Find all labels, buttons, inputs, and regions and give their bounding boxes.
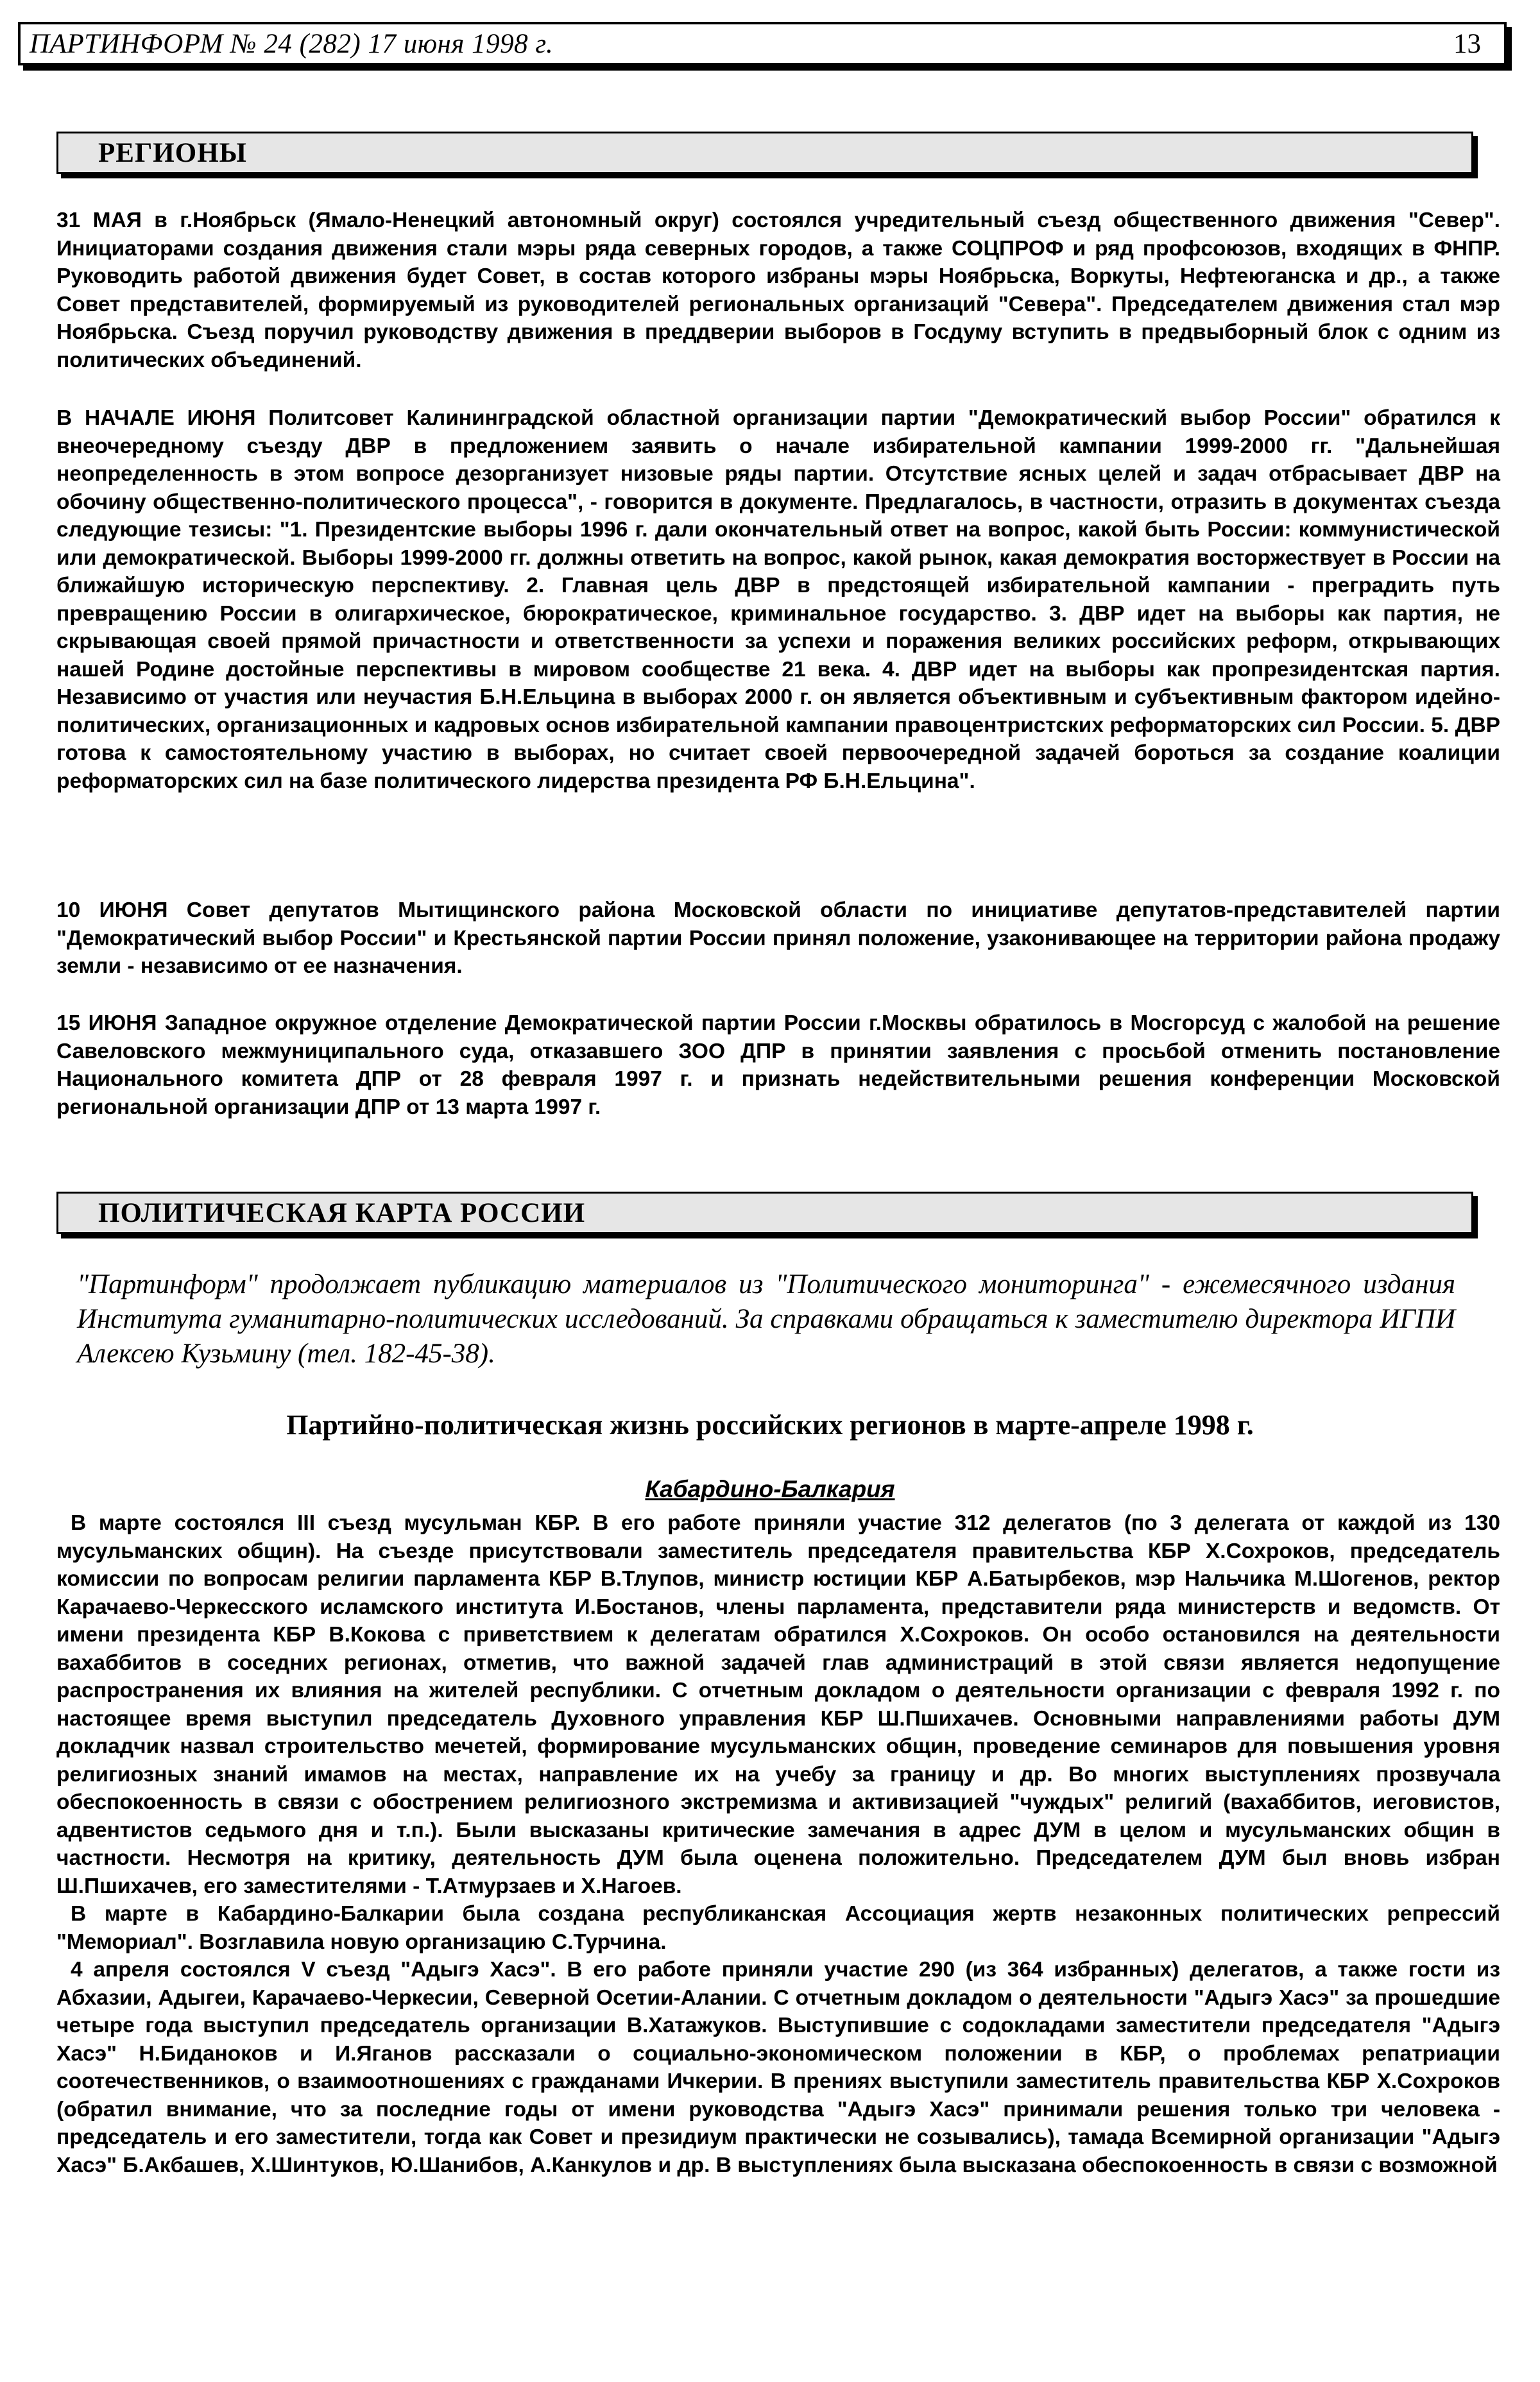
regions-news-3 <box>56 896 1500 981</box>
regions-news-1 <box>56 207 1500 374</box>
section-title-regions: РЕГИОНЫ <box>98 137 247 168</box>
section-header-political-map <box>56 1192 1473 1234</box>
news-paragraph: 15 ИЮНЯ Западное окружное отделение Демократической партии России г.Москвы обратилось в Мосгорсуд с жалобой на решение Савеловского межмуниципального суда, отказавшего ЗОО ДПР в принятии заявления с просьбой отменить постановление Национального комитета ДПР от 28 февраля 1997 г. и признать недействительными решения конференции Московской региональной организации ДПР от 13 марта 1997 г. <box>56 1011 1500 1119</box>
news-paragraph: В НАЧАЛЕ ИЮНЯ Политсовет Калининградской областной организации партии "Демократический выбор России" обратился к внеочередному съезду ДВР в предложением заявить о начале избирательной кампании 1999-2000 гг. "Дальнейшая неопределенность в этом вопросе дезорганизует низовые ряды партии. Отсутствие ясных целей и задач отбрасывает ДВР на обочину общественно-политического процесса", - говорится в документе. Предлагалось, в частности, отразить в документах съезда следующие тезисы: "1. Президентские выборы 1996 г. дали окончательный ответ на вопрос, какой быть России: коммунистической или демократической. Выборы 1999-2000 гг. должны ответить на вопрос, какой рынок, какая демократия восторжествует в России на ближайшую историческую перспективу. 2. Главная цель ДВР в предстоящей избирательной кампании - преградить путь превращению России в олигархическое, бюрократическое, криминальное государство. 3. ДВР идет на выборы как партия, не скрывающая своей прямой причастности и ответственности за успехи и поражения великих российских реформ, открывающих нашей Родине достойные перспективы в мировом сообществе 21 века. 4. ДВР идет на выборы как пропрезидентская партия. Независимо от участия или неучастия Б.Н.Ельцина в выборах 2000 г. он является объективным и субъективным фактором идейно-политических, организационных и кадровых основ избирательной кампании правоцентристских реформаторских сил России. 5. ДВР готова к самостоятельному участию в выборах, но считает своей первоочередной задачей бороться за создание коалиции реформаторских сил на базе политического лидерства президента РФ Б.Н.Ельцина". <box>56 406 1500 793</box>
region-heading: Кабардино-Балкария <box>645 1476 895 1502</box>
regions-news-2 <box>56 404 1500 795</box>
region-article-body <box>56 1509 1500 2179</box>
regions-news-4 <box>56 1009 1500 1121</box>
page-number: 13 <box>1453 28 1481 59</box>
article-paragraph: 4 апреля состоялся V съезд "Адыгэ Хасэ". В его работе приняли участие 290 (из 364 избранных) делегатов, а также гости из Абхазии, Адыгеи, Карачаево-Черкесии, Северной Осетии-Алании. С отчетным докладом о деятельности "Адыгэ Хасэ" за прошедшие четыре года выступил председатель организации В.Хатажуков. Выступившие с содокладами заместители председателя "Адыгэ Хасэ" Н.Биданоков и И.Яганов рассказали о социально-экономическом положении в КБР, о проблемах репатриации соотечественников, о взаимоотношениях с гражданами Ичкерии. В прениях выступили заместитель правительства КБР Х.Сохроков (обратил внимание, что за последние годы от имени руководства "Адыгэ Хасэ" принимали решения только три человека - председатель и его заместители, тогда как Совет и президиум практически не созывались), тамада Всемирной организации "Адыгэ Хасэ" Б.Акбашев, Х.Шинтуков, Ю.Шанибов, А.Канкулов и др. В выступлениях была высказана обеспокоенность в связи с возможной <box>56 1958 1500 2177</box>
article-paragraph: В марте в Кабардино-Балкарии была создана республиканская Ассоциация жертв незаконных политических репрессий "Мемориал". Возглавила новую организацию С.Турчина. <box>56 1902 1500 1954</box>
publication-title: ПАРТИНФОРМ № 24 (282) 17 июня 1998 г. <box>30 28 554 59</box>
article-paragraph: В марте состоялся III съезд мусульман КБР. В его работе приняли участие 312 делегатов (по 3 делегата от каждой из 130 мусульманских общин). На съезде присутствовали заместитель председателя правительства КБР Х.Сохроков, председатель комиссии по вопросам религии парламента КБР В.Тлупов, министр юстиции КБР А.Батырбеков, мэр Нальчика М.Шогенов, ректор Карачаево-Черкесского исламского института И.Бостанов, члены парламента, представители ряда министерств и ведомств. От имени президента КБР В.Кокова с приветствием к делегатам обратился Х.Сохроков. Он особо остановился на деятельности вахаббитов в соседних регионах, отметив, что важной задачей глав администраций в этой связи является недопущение распространения их влияния на жителей республики. С отчетным докладом о деятельности организации с февраля 1992 г. по настоящее время выступил председатель Духовного управления КБР Ш.Пшихачев. Основными направлениями работы ДУМ докладчик назвал строительство мечетей, формирование мусульманских общин, проведение семинаров для повышения уровня религиозных знаний имамов на местах, направление их на учебу за границу и др. Во многих выступлениях прозвучала обеспокоенность в связи с обострением религиозного экстремизма и активизацией "чуждых" религий (вахаббитов, иеговистов, адвентистов седьмого дня и т.п.). Были высказаны критические замечания в адрес ДУМ в целом и мусульманских общин в частности. Несмотря на критику, деятельность ДУМ была оценена положительно. Председателем ДУМ был вновь избран Ш.Пшихачев, его заместителями - Т.Атмурзаев и Х.Нагоев. <box>56 1511 1500 1898</box>
article-title: Партийно-политическая жизнь российских регионов в марте-апреле 1998 г. <box>286 1409 1254 1441</box>
news-paragraph: 31 МАЯ в г.Ноябрьск (Ямало-Ненецкий автономный округ) состоялся учредительный съезд общественного движения "Север". Инициаторами создания движения стали мэры ряда северных городов, а также СОЦПРОФ и ряд профсоюзов, входящих в ФНПР. Руководить работой движения будет Совет, в состав которого избраны мэры Ноябрьска, Воркуты, Нефтеюганска и др., а также Совет представителей, формируемый из руководителей региональных организаций "Севера". Председателем движения стал мэр Ноябрьска. Съезд поручил руководству движения в преддверии выборов в Госдуму вступить в предвыборный блок с одним из политических объединений. <box>56 209 1500 372</box>
section-header-regions <box>56 132 1473 174</box>
intro-note: "Партинформ" продолжает публикацию материалов из "Политического мониторинга" - ежемесячного издания Института гуманитарно-политических исследований. За справками обращаться к заместителю директора ИГПИ Алексею Кузьмину (тел. 182-45-38). <box>77 1269 1455 1369</box>
page-header <box>18 22 1507 65</box>
news-paragraph: 10 ИЮНЯ Совет депутатов Мытищинского района Московской области по инициативе депутатов-представителей партии "Демократический выбор России" и Крестьянской партии России принял положение, узаконивающее на территории района продажу земли - независимо от ее назначения. <box>56 898 1500 978</box>
section-title-political-map: ПОЛИТИЧЕСКАЯ КАРТА РОССИИ <box>98 1197 586 1228</box>
